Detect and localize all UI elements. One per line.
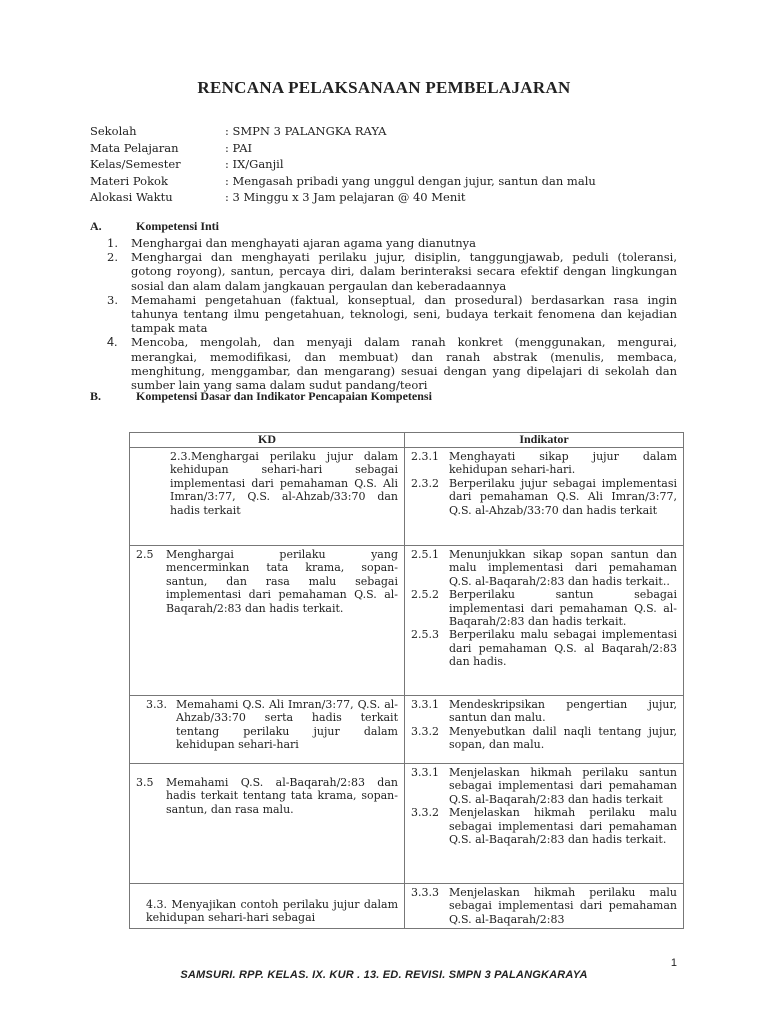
kd-column-header: KD — [130, 433, 405, 448]
indicator-entry — [411, 477, 677, 517]
indicator-cell — [405, 884, 684, 929]
indicator-text: Berperilaku malu sebagai implementasi dari pemahaman Q.S. al Baqarah/2:83 dan hadis. — [449, 628, 677, 669]
list-number: 4. — [107, 335, 118, 350]
list-item — [107, 236, 677, 250]
table-row — [130, 696, 684, 764]
page-number: 1 — [670, 957, 677, 969]
list-text: Menghargai dan menghayati ajaran agama yang dianutnya — [131, 236, 477, 250]
indicator-entry — [411, 886, 677, 926]
indicator-text: Berperilaku santun sebagai implementasi dari pemahaman Q.S. al-Baqarah/2:83 dan hadis terkait. — [449, 588, 677, 629]
kd-cell — [130, 448, 405, 546]
meta-value: : PAI — [225, 140, 253, 155]
section-title: Kompetensi Inti — [136, 219, 220, 233]
kd-text: 4.3. Menyajikan contoh perilaku jujur dalam kehidupan sehari-hari sebagai — [146, 898, 398, 925]
indicator-column-header: Indikator — [405, 433, 684, 448]
indicator-text: Menjelaskan hikmah perilaku malu sebagai implementasi dari pemahaman Q.S. al-Baqarah/2:83 dan hadis terkait. — [449, 806, 677, 847]
meta-row-time — [90, 189, 596, 206]
indicator-entry — [411, 450, 677, 477]
indicator-entry — [411, 725, 677, 752]
list-number: 3. — [107, 292, 118, 307]
core-competency-list — [107, 236, 677, 392]
kd-entry — [136, 898, 398, 925]
competency-table — [129, 432, 684, 929]
indicator-cell — [405, 448, 684, 546]
list-number: 1. — [107, 236, 118, 250]
indicator-text: Menjelaskan hikmah perilaku malu sebagai implementasi dari pemahaman Q.S. al-Baqarah/2:83 — [449, 886, 677, 926]
meta-value: : SMPN 3 PALANGKA RAYA — [225, 124, 387, 138]
list-item — [107, 250, 677, 293]
indicator-entry — [411, 588, 677, 628]
table-row — [130, 448, 684, 546]
indicator-code: 2.5.2 — [411, 588, 439, 602]
meta-label: Alokasi Waktu — [90, 190, 173, 204]
indicator-code: 2.5.1 — [411, 548, 439, 561]
kd-code: 2.5 — [136, 548, 154, 561]
kd-text: Memahami Q.S. Ali Imran/3:77, Q.S. al-Ahzab/33:70 serta hadis terkait tentang perilaku jujur dalam kehidupan sehari-hari — [176, 698, 398, 752]
kd-entry — [136, 698, 398, 752]
list-number: 2. — [107, 250, 118, 265]
meta-label: Materi Pokok — [90, 173, 168, 188]
section-number: B. — [90, 389, 102, 403]
meta-label: Mata Pelajaran — [90, 140, 179, 155]
list-text: Mencoba, mengolah, dan menyaji dalam ranah konkret (menggunakan, mengurai, merangkai, memodifikasi, dan membuat) dan ranah abstrak (menulis, membaca, menghitung, menggambar, dan mengarang) sesuai dengan yang dipelajari di sekolah dan sumber lain yang sama dalam sudut pandang/teori — [131, 335, 677, 393]
page-footer: SAMSURI. RPP. KELAS. IX. KUR . 13. ED. REVISI. SMPN 3 PALANGKARAYA — [180, 969, 588, 981]
indicator-cell — [405, 696, 684, 764]
kd-cell — [130, 546, 405, 696]
meta-label: Sekolah — [90, 124, 137, 138]
indicator-entry — [411, 766, 677, 806]
meta-row-class — [90, 156, 596, 173]
indicator-text: Menyebutkan dalil naqli tentang jujur, sopan, dan malu. — [449, 724, 677, 752]
kd-cell — [130, 696, 405, 764]
section-number: A. — [90, 219, 102, 233]
indicator-cell — [405, 546, 684, 696]
lesson-metadata — [90, 123, 596, 206]
section-title: Kompetensi Dasar dan Indikator Pencapaian Kompetensi — [136, 389, 432, 403]
indicator-code: 3.3.1 — [411, 766, 439, 779]
indicator-cell — [405, 764, 684, 884]
meta-row-topic — [90, 173, 596, 190]
meta-row-subject — [90, 140, 596, 157]
kd-text: Memahami Q.S. al-Baqarah/2:83 dan hadis terkait tentang tata krama, sopan-santun, dan rasa malu. — [166, 776, 398, 816]
indicator-text: Menghayati sikap jujur dalam kehidupan sehari-hari. — [449, 450, 677, 477]
indicator-text: Menjelaskan hikmah perilaku santun sebagai implementasi dari pemahaman Q.S. al-Baqarah/2:83 dan hadis terkait — [449, 766, 677, 806]
indicator-code: 2.3.1 — [411, 450, 439, 463]
kd-text: Menghargai perilaku yang mencerminkan tata krama, sopan-santun, dan rasa malu sebagai implementasi dari pemahaman Q.S. al-Baqarah/2:83 dan hadis terkait. — [166, 548, 398, 615]
indicator-entry — [411, 628, 677, 668]
table-header-row — [130, 433, 684, 448]
list-text: Memahami pengetahuan (faktual, konseptual, dan prosedural) berdasarkan rasa ingin tahunya tentang ilmu pengetahuan, teknologi, seni, budaya terkait fenomena dan kejadian tampak mata — [131, 292, 677, 336]
indicator-text: Mendeskripsikan pengertian jujur, santun dan malu. — [449, 698, 677, 725]
indicator-entry — [411, 806, 677, 846]
indicator-code: 3.3.3 — [411, 886, 439, 899]
indicator-text: Menunjukkan sikap sopan santun dan malu implementasi dari pemahaman Q.S. al-Baqarah/2:83 dan hadis terkait.. — [449, 548, 677, 588]
kd-cell — [130, 884, 405, 929]
meta-value: : Mengasah pribadi yang unggul dengan jujur, santun dan malu — [225, 173, 596, 188]
indicator-code: 3.3.2 — [411, 806, 439, 820]
kd-cell — [130, 764, 405, 884]
list-text: Menghargai dan menghayati perilaku jujur, disiplin, tanggungjawab, peduli (toleransi, gotong royong), santun, percaya diri, dalam berinteraksi secara efektif dengan lingkungan sosial dan alam dalam jangkauan pergaulan dan keberadaannya — [131, 250, 677, 293]
section-a-heading — [90, 219, 219, 234]
meta-value: : 3 Minggu x 3 Jam pelajaran @ 40 Menit — [225, 190, 466, 204]
list-item — [107, 335, 677, 392]
indicator-code: 2.5.3 — [411, 628, 439, 642]
indicator-text: Berperilaku jujur sebagai implementasi dari pemahaman Q.S. Ali Imran/3:77, Q.S. al-Ahzab/33:70 dan hadis terkait — [449, 476, 677, 517]
table-row — [130, 764, 684, 884]
kd-text: 2.3.Menghargai perilaku jujur dalam kehidupan sehari-hari sebagai implementasi dari pemahaman Q.S. Ali Imran/3:77, Q.S. al-Ahzab/33:70 dan hadis terkait — [170, 450, 398, 517]
kd-entry — [136, 548, 398, 615]
indicator-entry — [411, 698, 677, 725]
indicator-code: 2.3.2 — [411, 476, 439, 490]
section-b-heading — [90, 389, 432, 404]
indicator-code: 3.3.2 — [411, 724, 439, 738]
document-title: RENCANA PELAKSANAAN PEMBELAJARAN — [197, 78, 571, 97]
indicator-entry — [411, 548, 677, 588]
meta-row-school — [90, 123, 596, 140]
meta-value: : IX/Ganjil — [225, 157, 284, 171]
kd-code: 3.5 — [136, 776, 154, 789]
list-item — [107, 293, 677, 336]
table-row — [130, 546, 684, 696]
kd-entry — [136, 776, 398, 816]
kd-code: 3.3. — [146, 698, 167, 711]
kd-entry — [136, 450, 398, 517]
meta-label: Kelas/Semester — [90, 157, 181, 171]
indicator-code: 3.3.1 — [411, 698, 439, 711]
table-row — [130, 884, 684, 929]
